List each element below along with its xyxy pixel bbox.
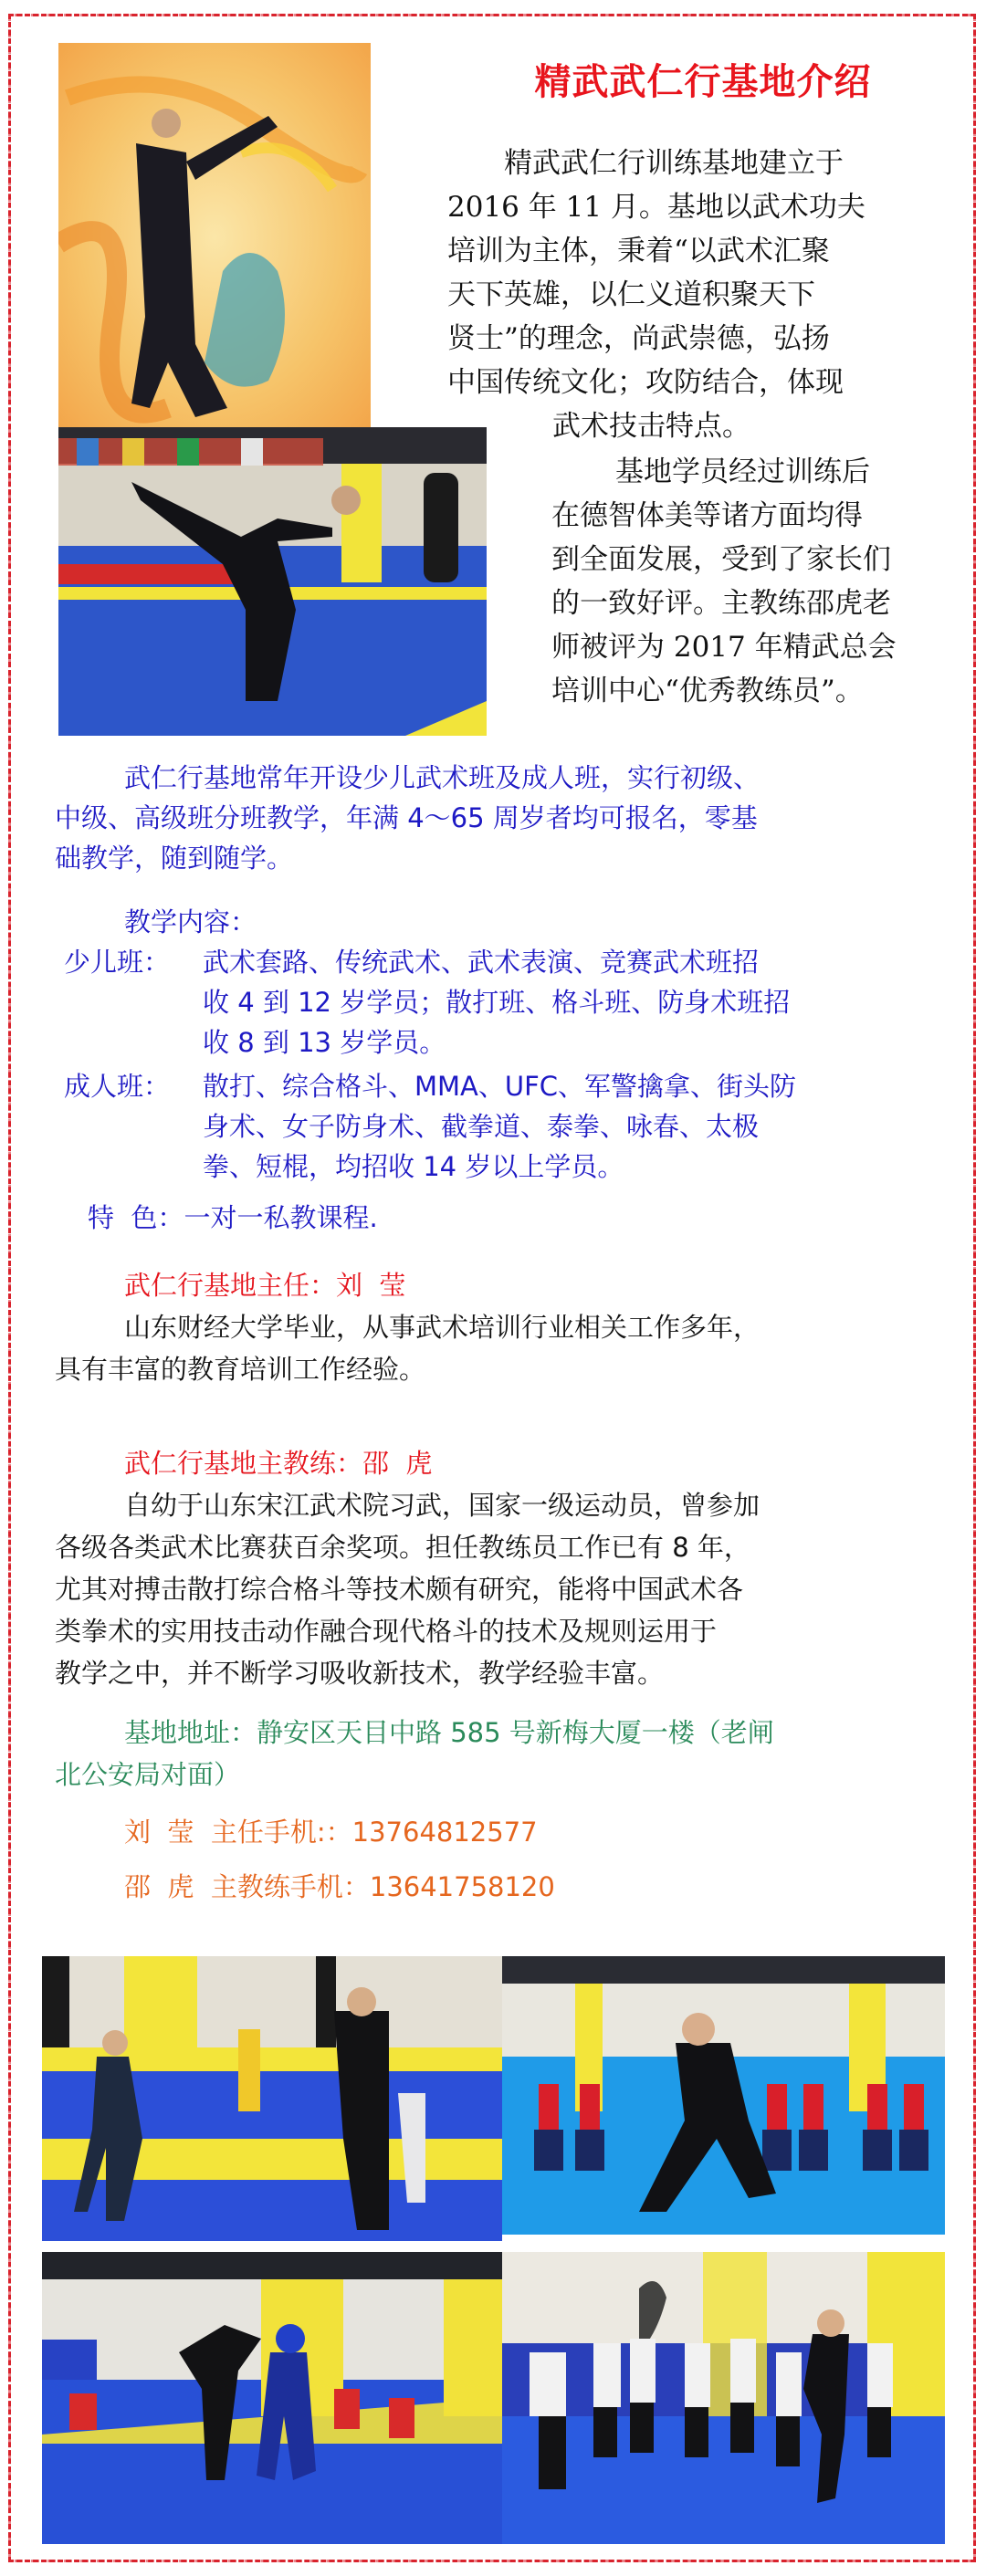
- kids-class-label: 少儿班：: [64, 947, 171, 978]
- coach-high-kick-photo: [58, 427, 487, 736]
- director-phone: [124, 1811, 538, 1853]
- adult-class-body: [203, 1066, 796, 1187]
- adult-class-label: 成人班：: [64, 1071, 171, 1102]
- classes-paragraph: [55, 758, 959, 878]
- students-paragraph: [551, 450, 971, 713]
- students-line: 师被评为 2017 年精武总会: [551, 631, 897, 664]
- adult-class-line: 散打、综合格斗、MMA、UFC、军警擒拿、街头防: [203, 1071, 797, 1102]
- director-line: 山东财经大学毕业，从事武术培训行业相关工作多年，: [124, 1312, 760, 1343]
- classes-line: 武仁行基地常年开设少儿武术班及成人班，实行初级、: [124, 762, 760, 793]
- coach-line: 类拳术的实用技击动作融合现代格斗的技术及规则运用于: [55, 1616, 718, 1647]
- intro-paragraph: [447, 141, 959, 448]
- adult-class-line: 拳、短棍，均招收 14 岁以上学员。: [203, 1151, 624, 1182]
- director-line: 具有丰富的教育培训工作经验。: [55, 1354, 426, 1385]
- intro-line: 中国传统文化；攻防结合，体现: [447, 366, 844, 399]
- group-stance-photo: [502, 1956, 945, 2235]
- students-line: 的一致好评。主教练邵虎老: [551, 587, 891, 620]
- students-line: 在德智体美等诸方面均得: [551, 499, 863, 532]
- kids-class-body: [203, 942, 790, 1063]
- intro-line: 武术技击特点。: [552, 410, 750, 443]
- coach-line: 自幼于山东宋江武术院习武，国家一级运动员，曾参加: [124, 1490, 760, 1521]
- coach-line: 各级各类武术比赛获百余奖项。担任教练员工作已有 8 年，: [55, 1532, 750, 1563]
- students-line: 到全面发展，受到了家长们: [551, 543, 891, 576]
- feature-label: 特 色：: [88, 1202, 184, 1233]
- intro-line: 2016 年 11 月。基地以武术功夫: [447, 191, 865, 224]
- kids-kick-training-photo: [502, 2252, 945, 2544]
- teaching-content-label: 教学内容：: [124, 906, 257, 937]
- intro-line: 精武武仁行训练基地建立于: [504, 147, 844, 180]
- coach-dragon-poster-photo: [58, 43, 371, 431]
- address-section: [55, 1712, 959, 1796]
- classes-line: 中级、高级班分班教学，年满 4～65 周岁者均可报名，零基: [55, 802, 758, 833]
- coach-line: 尤其对搏击散打综合格斗等技术颇有研究，能将中国武术各: [55, 1574, 744, 1605]
- director-heading: 武仁行基地主任：刘 莹: [124, 1270, 406, 1301]
- director-section: [55, 1264, 959, 1390]
- kids-class-photo: [42, 1956, 502, 2241]
- intro-line: 贤士”的理念，尚武崇德，弘扬: [447, 322, 830, 355]
- coach-line: 教学之中，并不断学习吸收新技术，教学经验丰富。: [55, 1658, 665, 1689]
- feature-section: [88, 1198, 909, 1238]
- adult-class-line: 身术、女子防身术、截拳道、泰拳、咏春、太极: [203, 1111, 760, 1142]
- feature-text: 一对一私教课程.: [184, 1202, 378, 1233]
- kids-class-section: [64, 942, 959, 1058]
- coach-heading: 武仁行基地主教练：邵 虎: [124, 1448, 433, 1479]
- sparring-photo: [42, 2252, 502, 2544]
- address-line: 北公安局对面）: [55, 1759, 241, 1790]
- kids-class-line: 收 4 到 12 岁学员；散打班、格斗班、防身术班招: [203, 987, 791, 1018]
- adult-class-section: [64, 1066, 959, 1182]
- kids-class-line: 武术套路、传统武术、武术表演、竞赛武术班招: [203, 947, 760, 978]
- intro-line: 培训为主体，秉着“以武术汇聚: [447, 235, 830, 267]
- coach-section: [55, 1442, 959, 1694]
- kids-class-line: 收 8 到 13 岁学员。: [203, 1027, 446, 1058]
- coach-phone-text: 邵 虎 主教练手机：13641758120: [124, 1871, 555, 1902]
- intro-line: 天下英雄，以仁义道积聚天下: [447, 278, 815, 311]
- coach-phone: [124, 1866, 555, 1908]
- classes-line: 础教学，随到随学。: [55, 843, 294, 874]
- students-line: 培训中心“优秀教练员”。: [551, 675, 864, 707]
- teaching-content-heading: [124, 902, 257, 942]
- address-line: 基地地址：静安区天目中路 585 号新梅大厦一楼（老闸: [124, 1717, 774, 1748]
- students-line: 基地学员经过训练后: [615, 456, 870, 488]
- page-title: 精武武仁行基地介绍: [534, 61, 872, 103]
- director-phone-text: 刘 莹 主任手机:：13764812577: [124, 1817, 538, 1848]
